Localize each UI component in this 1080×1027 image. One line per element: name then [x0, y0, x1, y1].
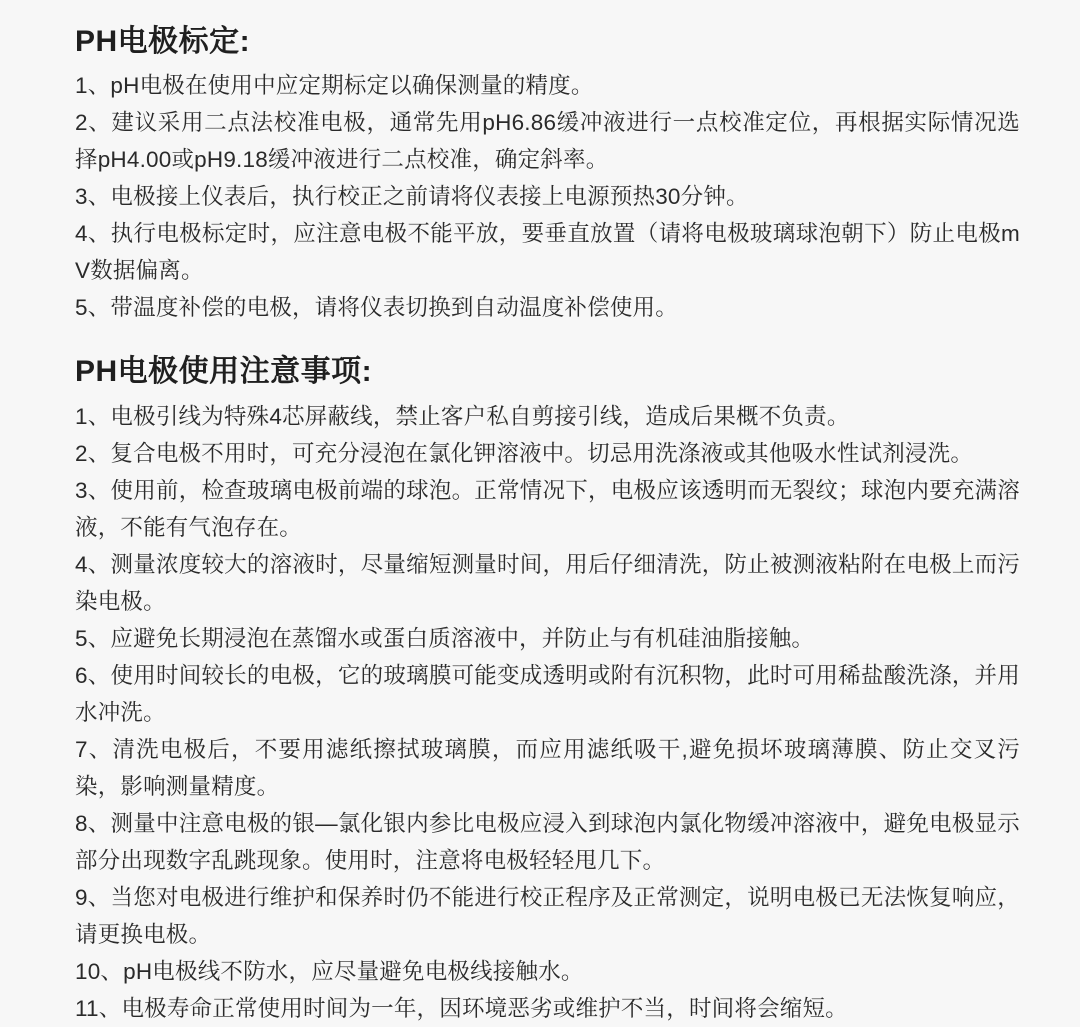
list-item: 3、电极接上仪表后，执行校正之前请将仪表接上电源预热30分钟。: [75, 184, 749, 209]
section-title-ph-calibration: PH电极标定:: [75, 25, 251, 58]
list-item: 4、测量浓度较大的溶液时，尽量缩短测量时间，用后仔细清洗，防止被测液粘附在电极上而污染电极。: [75, 552, 1020, 614]
list-item: 6、使用时间较长的电极，它的玻璃膜可能变成透明或附有沉积物，此时可用稀盐酸洗涤，并用水冲洗。: [75, 663, 1020, 725]
list-item: 8、测量中注意电极的银—氯化银内参比电极应浸入到球泡内氯化物缓冲溶液中，避免电极显示部分出现数字乱跳现象。使用时，注意将电极轻轻甩几下。: [75, 811, 1020, 873]
list-item: 5、应避免长期浸泡在蒸馏水或蛋白质溶液中，并防止与有机硅油脂接触。: [75, 626, 815, 651]
list-item: 2、建议采用二点法校准电极，通常先用pH6.86缓冲液进行一点校准定位，再根据实际情况选择pH4.00或pH9.18缓冲液进行二点校准，确定斜率。: [75, 110, 1020, 172]
list-item: 11、电极寿命正常使用时间为一年，因环境恶劣或维护不当，时间将会缩短。: [75, 996, 848, 1021]
section-usage-notes: [75, 352, 1020, 1027]
list-item: 10、pH电极线不防水，应尽量避免电极线接触水。: [75, 959, 584, 984]
section-title-usage-notes: PH电极使用注意事项:: [75, 355, 373, 388]
list-item: 5、带温度补偿的电极，请将仪表切换到自动温度补偿使用。: [75, 295, 678, 320]
list-item: 1、电极引线为特殊4芯屏蔽线，禁止客户私自剪接引线，造成后果概不负责。: [75, 404, 850, 429]
list-item: 9、当您对电极进行维护和保养时仍不能进行校正程序及正常测定，说明电极已无法恢复响应，请更换电极。: [75, 885, 1020, 947]
list-item: 7、清洗电极后，不要用滤纸擦拭玻璃膜，而应用滤纸吸干,避免损坏玻璃薄膜、防止交叉污染，影响测量精度。: [75, 737, 1020, 799]
list-item: 3、使用前，检查玻璃电极前端的球泡。正常情况下，电极应该透明而无裂纹；球泡内要充满溶液，不能有气泡存在。: [75, 478, 1020, 540]
section-ph-calibration: [75, 22, 1020, 326]
list-item: 1、pH电极在使用中应定期标定以确保测量的精度。: [75, 73, 594, 98]
list-item: 2、复合电极不用时，可充分浸泡在氯化钾溶液中。切忌用洗涤液或其他吸水性试剂浸洗。: [75, 441, 974, 466]
list-item: 4、执行电极标定时，应注意电极不能平放，要垂直放置（请将电极玻璃球泡朝下）防止电极mV数据偏离。: [75, 221, 1020, 283]
